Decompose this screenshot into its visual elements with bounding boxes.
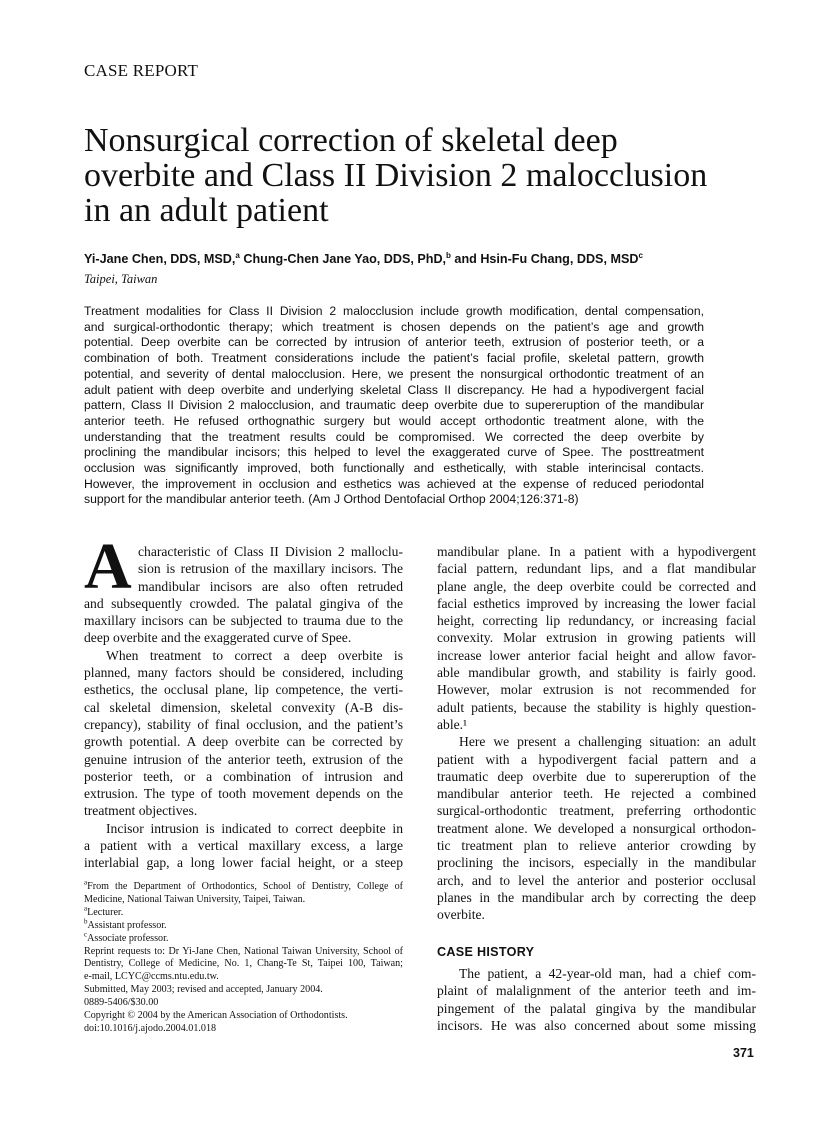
- author-1: Yi-Jane Chen, DDS, MSD,: [84, 252, 236, 266]
- text-line: pattern, Class II Division 2 malocclusion, and traumatic deep overbite due to supereruption of the mandibular: [84, 398, 704, 413]
- text-line: However, molar extrusion is not recommended for: [437, 682, 756, 698]
- text-line: When treatment to correct a deep overbite is: [106, 647, 403, 663]
- author-list: [84, 252, 643, 266]
- footnote-line: [84, 894, 403, 907]
- footnote-line: [84, 930, 403, 946]
- text-line: treatment objectives.: [84, 803, 198, 819]
- affiliation-mark: c: [638, 250, 643, 260]
- section-heading: CASE HISTORY: [437, 945, 535, 959]
- text-line: crepancy), stability of final occlusion, and the patient’s: [84, 716, 403, 732]
- text-line: posterior teeth, or a combination of intrusion and: [84, 768, 403, 784]
- footnote-text: Dentistry, College of Medicine, No. 1, Chang-Te St, Taipei 100, Taiwan;: [84, 958, 403, 970]
- page-number: 371: [733, 1046, 754, 1060]
- footnote-text: e-mail, LCYC@ccms.ntu.edu.tw.: [84, 971, 219, 983]
- footnote-text: Assistant professor.: [87, 919, 167, 931]
- footnote-text: From the Department of Orthodontics, School of Dentistry, College of: [87, 881, 403, 892]
- text-line: support for the mandibular anterior teeth. (Am J Orthod Dentofacial Orthop 2004;126:371-8): [84, 492, 579, 507]
- text-line: and surgical-orthodontic therapy; which treatment is chosen depends on the patient’s age and growth: [84, 319, 704, 334]
- affiliation-mark: a: [235, 250, 240, 260]
- footnote-line: [84, 1010, 403, 1023]
- text-line: maxillary incisors can be subjected to trauma due to the: [84, 613, 403, 629]
- text-line: overbite.: [437, 907, 485, 923]
- text-line: proclining the mandibular incisors; this helped to level the exaggerated curve of Spee. The posttreatment: [84, 445, 704, 460]
- case-history-section: [437, 945, 756, 1034]
- footnote-line: [84, 997, 403, 1010]
- text-line: extrusion. The type of tooth movement depends on the: [84, 786, 403, 802]
- text-line: increase lower anterior facial height and allow favor-: [437, 647, 756, 663]
- text-line: sion is retrusion of the maxillary incisors. The: [138, 561, 403, 577]
- text-line: incisors. He was also concerned about some missing: [437, 1017, 756, 1033]
- affiliation-mark: b: [446, 250, 451, 260]
- text-line: plaint of malalignment of the anterior teeth and im-: [437, 983, 756, 999]
- text-line: characteristic of Class II Division 2 malloclu-: [138, 544, 403, 559]
- author-3: and Hsin-Fu Chang, DDS, MSD: [450, 252, 639, 266]
- footnote-text: Medicine, National Taiwan University, Taipei, Taiwan.: [84, 893, 306, 905]
- text-line: facial esthetics improved by increasing the lower facial: [437, 595, 756, 611]
- text-line: overbite and Class II Division 2 malocclusion: [84, 157, 708, 194]
- footnote-mark: a: [84, 904, 88, 913]
- text-line: treatment alone. We developed a nonsurgical orthodon-: [437, 820, 756, 836]
- text-line: able.¹: [437, 716, 468, 732]
- text-line: interlabial gap, a long lower facial height, or a steep: [84, 855, 403, 871]
- footnote-text: Lecturer.: [87, 906, 124, 918]
- footnote-text: Copyright © 2004 by the American Association of Orthodontists.: [84, 1010, 348, 1022]
- author-2: Chung-Chen Jane Yao, DDS, PhD,: [239, 252, 447, 266]
- text-line: understanding that the treatment results could be compromised. We corrected the deep overbite by: [84, 429, 704, 444]
- text-line: able mandibular growth, and stability is fairly good.: [437, 665, 756, 681]
- footnote-line: [84, 984, 403, 997]
- footnote-mark: a: [84, 878, 88, 887]
- footnote-line: [84, 946, 403, 959]
- text-line: The patient, a 42-year-old man, had a chief com-: [459, 966, 756, 981]
- text-line: patient with a hypodivergent facial pattern and a: [437, 751, 756, 767]
- text-line: adult patient with deep overbite and underlying skeletal Class II discrepancy. He had a hypodivergent facial: [84, 382, 704, 397]
- text-line: mandibular incisors are also often retruded: [138, 578, 403, 594]
- text-line: occlusion was significantly improved, both functionally and esthetically, with stable interincisal contacts.: [84, 461, 704, 476]
- case-history-text: [437, 965, 756, 1034]
- text-line: tic treatment plan to relieve anterior crowding by: [437, 838, 756, 854]
- footnote-text: 0889-5406/$30.00: [84, 997, 159, 1009]
- text-line: arch, and to level the anterior and posterior occlusal: [437, 872, 756, 888]
- text-line: genuine intrusion of the anterior teeth, extrusion of the: [84, 751, 403, 767]
- text-line: planned, many factors should be considered, including: [84, 665, 403, 681]
- text-line: Here we present a challenging situation: an adult: [459, 734, 756, 750]
- text-line: Incisor intrusion is indicated to correct deepbite in: [106, 820, 403, 836]
- text-line: potential. Deep overbite can be corrected by intrusion of anterior teeth, extrusion of posterior teeth, or a: [84, 335, 704, 350]
- footnote-text: doi:10.1016/j.ajodo.2004.01.018: [84, 1022, 217, 1034]
- text-line: surgical-orthodontic treatment, preferring orthodontic: [437, 803, 756, 819]
- text-line: in an adult patient: [84, 192, 329, 229]
- text-line: height, correcting lip redundancy, or increasing facial: [437, 613, 756, 629]
- text-line: mandibular anterior teeth. He rejected a combined: [437, 786, 756, 802]
- footnote-text: Reprint requests to: Dr Yi-Jane Chen, National Taiwan University, School of: [84, 945, 403, 957]
- footnote-line: [84, 971, 403, 984]
- text-line: Nonsurgical correction of skeletal deep: [84, 122, 618, 159]
- footnote-line: [84, 917, 403, 933]
- text-line: adult patients, because the stability is highly question-: [437, 699, 756, 715]
- text-line: pingement of the palatal gingiva by the mandibular: [437, 1000, 756, 1016]
- body-column-right: [437, 543, 756, 924]
- text-line: Treatment modalities for Class II Division 2 malocclusion include growth modification, dental compensation,: [84, 304, 704, 318]
- text-line: cal skeletal dimension, skeletal convexity (A-B dis-: [84, 699, 403, 715]
- section-label: CASE REPORT: [84, 61, 199, 80]
- footnote-text: Associate professor.: [87, 932, 169, 944]
- footnote-line: [84, 958, 403, 971]
- text-line: facial pattern, redundant lips, and a flat mandibular: [437, 561, 756, 577]
- footnote-line: [84, 1023, 403, 1036]
- text-line: potential, and severity of dental malocclusion. Here, we present the nonsurgical orthodontic treatment of an: [84, 366, 704, 381]
- text-line: a patient with a vertical maxillary excess, a large: [84, 838, 403, 854]
- text-line: deep overbite and the exaggerated curve of Spee.: [84, 630, 352, 646]
- body-column-left: [84, 543, 403, 872]
- footnote-line: [84, 878, 403, 894]
- footnotes: [84, 878, 403, 1036]
- text-line: traumatic deep overbite due to supereruption of the: [437, 768, 756, 784]
- text-line: growth potential. A deep overbite can be corrected by: [84, 734, 403, 750]
- text-line: However, the improvement in occlusion and esthetics was achieved at the expense of reduced periodontal: [84, 476, 704, 491]
- author-location: Taipei, Taiwan: [84, 272, 158, 286]
- footnote-mark: c: [84, 930, 88, 939]
- text-line: convexity. Molar extrusion in growing patients will: [437, 630, 756, 646]
- article-title: [84, 123, 784, 228]
- text-line: mandibular plane. In a patient with a hypodivergent: [437, 544, 756, 559]
- text-line: plane angle, the deep overbite could be corrected and: [437, 578, 756, 594]
- drop-cap: A: [84, 530, 132, 603]
- abstract: [84, 304, 704, 508]
- footnote-text: Submitted, May 2003; revised and accepted, January 2004.: [84, 984, 323, 996]
- text-line: esthetics, the occlusal plane, lip competence, the verti-: [84, 682, 403, 698]
- footnote-mark: b: [84, 917, 88, 926]
- text-line: combination of both. Treatment considerations include the patient’s facial profile, skeletal pattern, growth: [84, 351, 704, 366]
- text-line: proclining the incisors, especially in the mandibular: [437, 855, 756, 871]
- text-line: planes in the mandibular arch by correcting the deep: [437, 889, 756, 905]
- text-line: anterior teeth. He refused orthognathic surgery but would accept orthodontic treatment alone, with the: [84, 413, 704, 428]
- text-line: and subsequently crowded. The palatal gingiva of the: [84, 595, 403, 611]
- footnote-line: [84, 904, 403, 920]
